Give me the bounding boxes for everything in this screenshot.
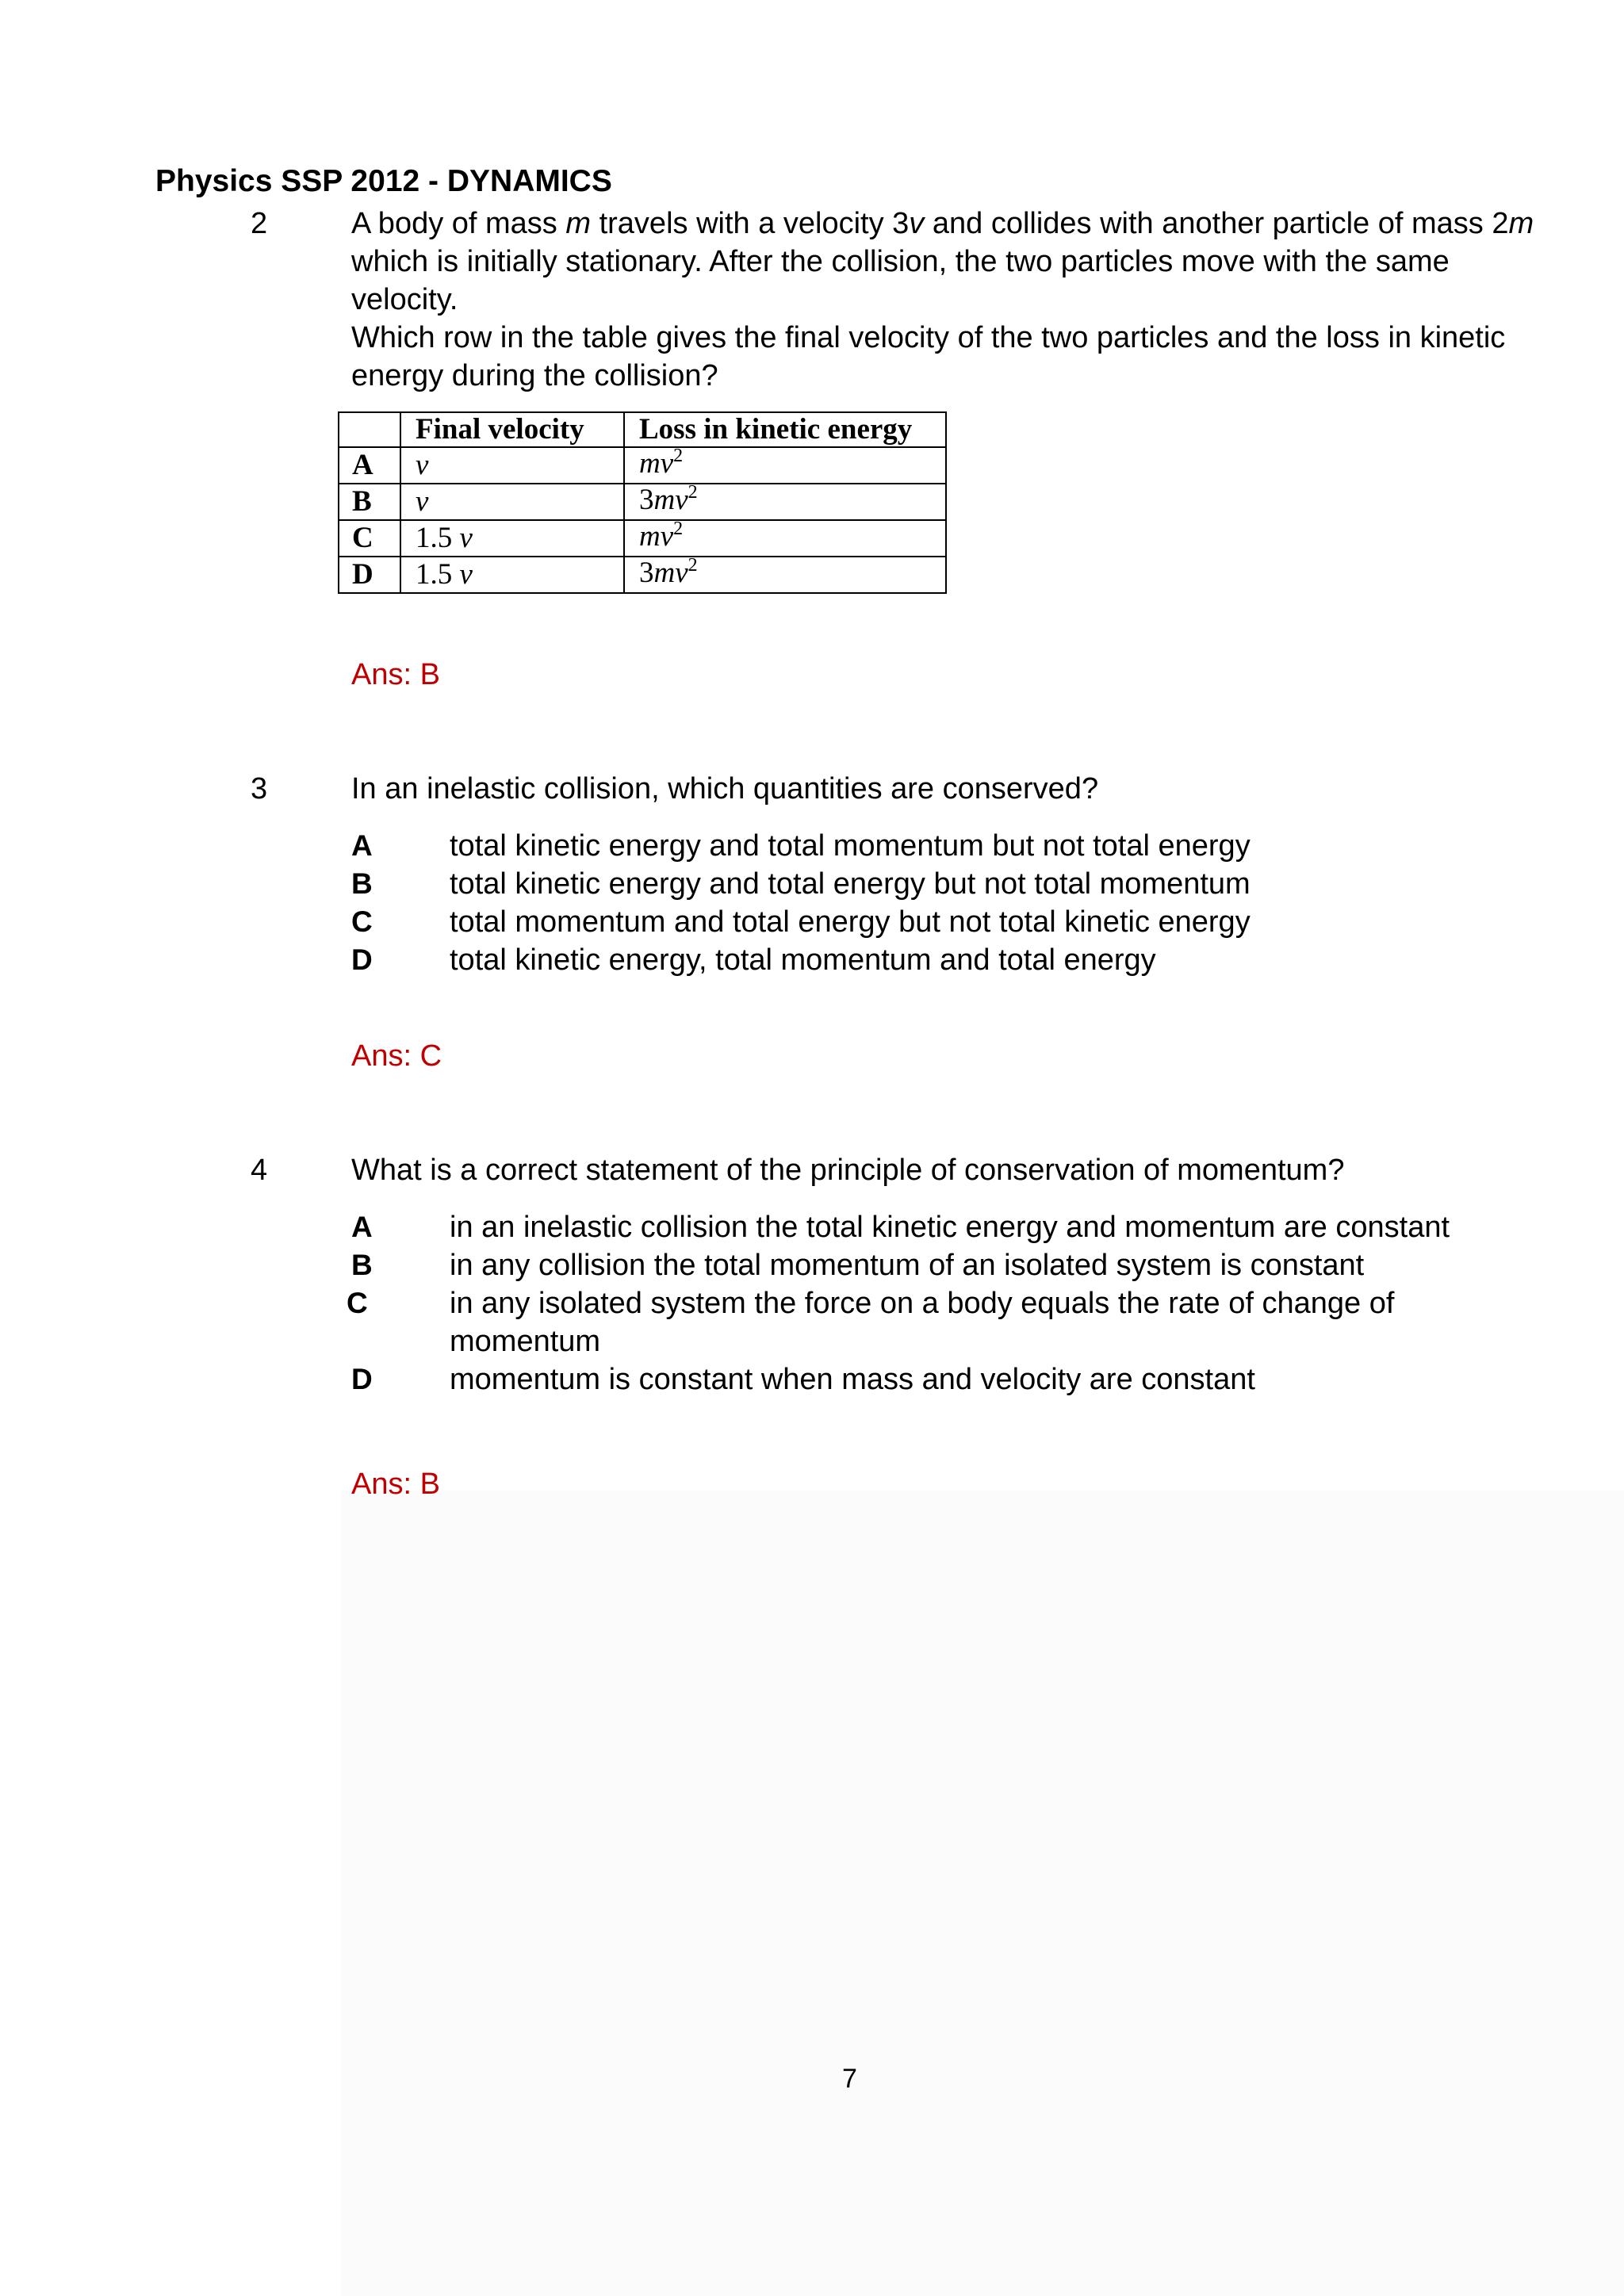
option-text: in any collision the total momentum of an isolated system is constant: [450, 1249, 1365, 1282]
option-letter: B: [351, 1249, 373, 1281]
option-letter: D: [351, 1363, 373, 1395]
option-text: in an inelastic collision the total kinetic energy and momentum are constant: [450, 1211, 1450, 1244]
row-letter: C: [339, 520, 400, 557]
option-letter: A: [351, 1211, 373, 1243]
row-loss-kinetic-energy: $mv^2$: [624, 447, 946, 484]
option-text: total momentum and total energy but not total kinetic energy: [450, 905, 1251, 939]
table-row: [339, 484, 946, 520]
question-3-number: 3: [251, 772, 268, 806]
row-letter: B: [339, 484, 400, 520]
option-text: momentum is constant when mass and velocity are constant: [450, 1363, 1255, 1396]
option-letter: B: [351, 867, 373, 900]
row-final-velocity: 1.5 v: [400, 557, 624, 593]
option-letter: A: [351, 829, 373, 862]
question-2-answer: Ans: B: [351, 658, 440, 691]
option-letter: C: [347, 1287, 368, 1319]
question-2-stem-line-4: Which row in the table gives the final velocity of the two particles and the loss in kinetic: [351, 321, 1506, 354]
option-text-continuation: momentum: [450, 1325, 601, 1358]
option-text: in any isolated system the force on a body equals the rate of change of: [450, 1287, 1395, 1320]
option-letter: C: [351, 905, 373, 938]
table-row: [339, 447, 946, 484]
page-shading: [341, 1490, 1624, 2296]
row-final-velocity: v: [400, 484, 624, 520]
option-text: total kinetic energy and total energy but not total momentum: [450, 867, 1251, 901]
question-2-stem-line-2: which is initially stationary. After the collision, the two particles move with the same: [351, 245, 1450, 278]
row-final-velocity: v: [400, 447, 624, 484]
question-4-answer: Ans: B: [351, 1468, 440, 1501]
table-row: [339, 520, 946, 557]
row-letter: D: [339, 557, 400, 593]
row-loss-kinetic-energy: $3mv^2$: [624, 484, 946, 520]
question-4-number: 4: [251, 1154, 268, 1187]
table-header-final-velocity: Final velocity: [400, 412, 624, 447]
question-2-stem-line-1: A body of mass m travels with a velocity 3v and collides with another particle of mass 2m: [351, 207, 1534, 240]
row-letter: A: [339, 447, 400, 484]
option-letter: D: [351, 943, 373, 976]
question-2-stem-line-3: velocity.: [351, 283, 458, 316]
row-final-velocity: 1.5 v: [400, 520, 624, 557]
option-text: total kinetic energy, total momentum and total energy: [450, 943, 1156, 977]
question-2-number: 2: [251, 207, 268, 240]
question-3-answer: Ans: C: [351, 1039, 442, 1073]
question-4-stem: What is a correct statement of the principle of conservation of momentum?: [351, 1154, 1345, 1187]
row-loss-kinetic-energy: $3mv^2$: [624, 557, 946, 593]
row-loss-kinetic-energy: $mv^2$: [624, 520, 946, 557]
question-3-stem: In an inelastic collision, which quantities are conserved?: [351, 772, 1099, 806]
table-header-letter: [339, 412, 400, 447]
option-text: total kinetic energy and total momentum but not total energy: [450, 829, 1251, 863]
page-title: Physics SSP 2012 - DYNAMICS: [155, 164, 612, 198]
question-2-table: [338, 411, 947, 594]
page-number: 7: [842, 2064, 857, 2094]
table-row: [339, 557, 946, 593]
table-header-row: [339, 412, 946, 447]
table-header-loss-kinetic-energy: Loss in kinetic energy: [624, 412, 946, 447]
question-2-stem-line-5: energy during the collision?: [351, 359, 718, 392]
